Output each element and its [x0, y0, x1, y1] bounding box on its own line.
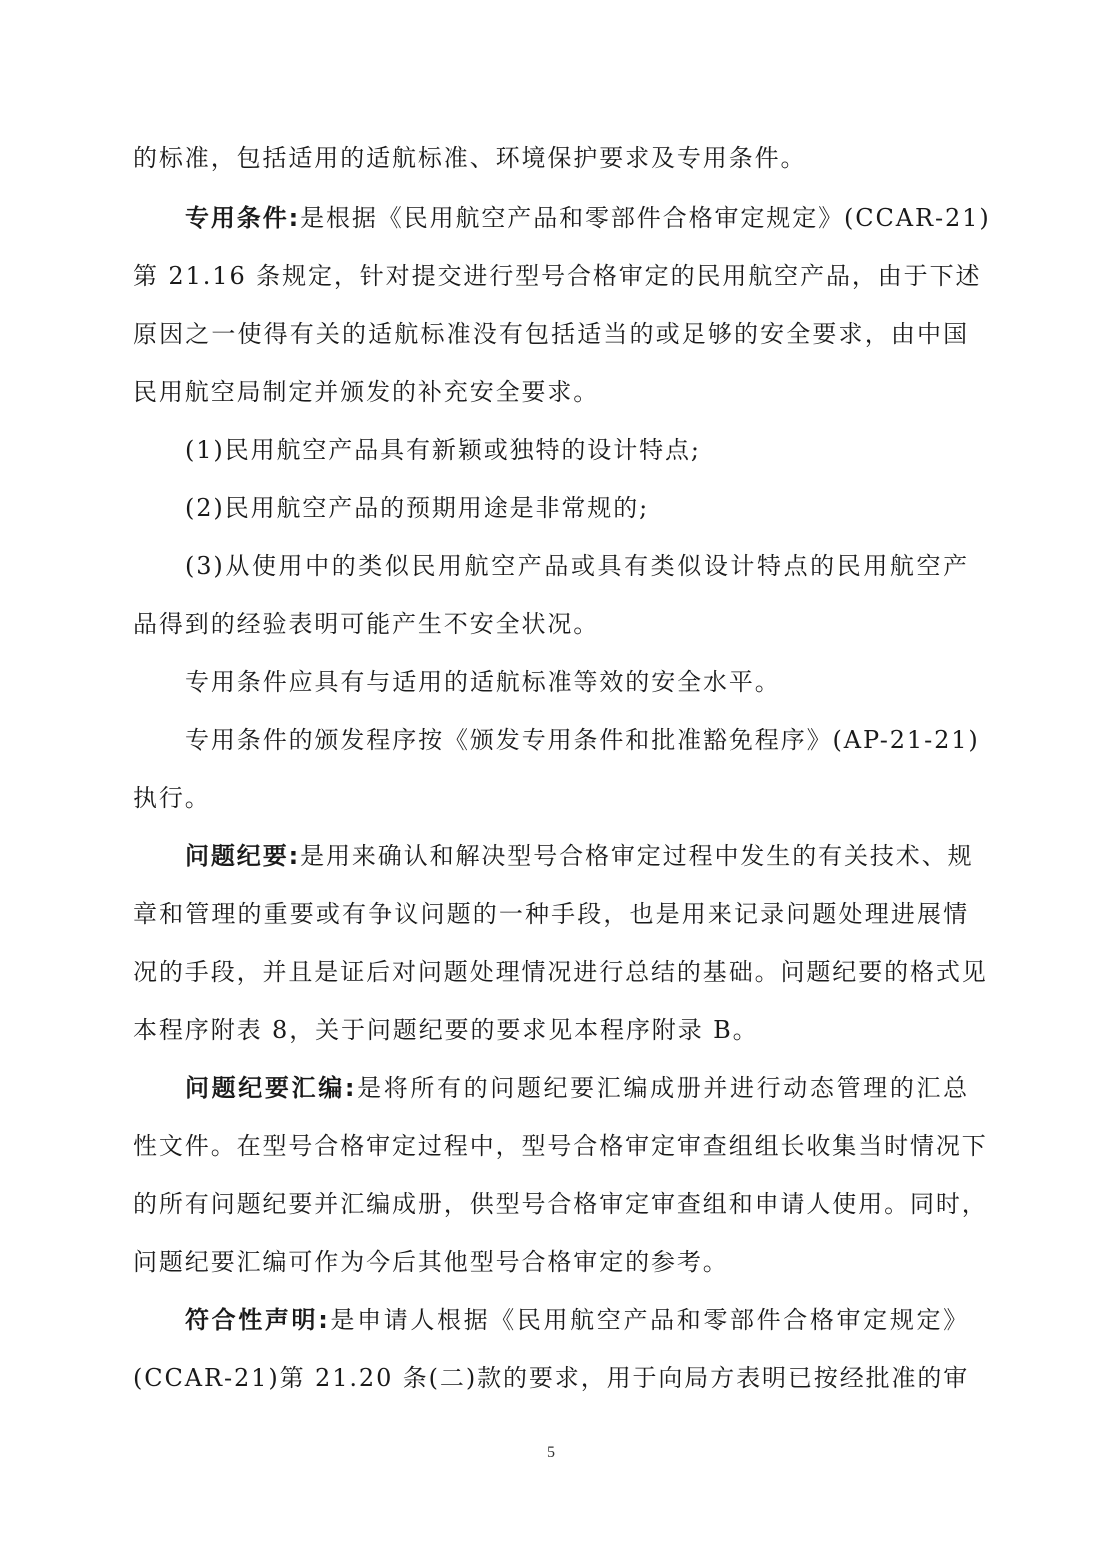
line-text: 执行。 — [133, 784, 211, 812]
line-text: 章和管理的重要或有争议问题的一种手段，也是用来记录问题处理进展情 — [133, 900, 969, 928]
paragraph-line — [185, 723, 980, 757]
paragraph-line — [185, 665, 969, 699]
term-issue-paper: 问题纪要: — [185, 842, 301, 870]
line-text: 本程序附表 8，关于问题纪要的要求见本程序附录 B。 — [133, 1016, 759, 1044]
list-item — [185, 433, 969, 467]
paragraph-line — [133, 955, 988, 989]
definition-line-special-conditions — [185, 201, 991, 235]
line-text: 性文件。在型号合格审定过程中，型号合格审定审查组组长收集当时情况下 — [133, 1132, 988, 1160]
line-text: 问题纪要汇编可作为今后其他型号合格审定的参考。 — [133, 1248, 729, 1276]
line-text: 况的手段，并且是证后对问题处理情况进行总结的基础。问题纪要的格式见 — [133, 958, 988, 986]
line-text: (2)民用航空产品的预期用途是非常规的; — [185, 494, 650, 522]
list-item — [185, 549, 969, 583]
page-number: 5 — [547, 1444, 555, 1461]
line-text: 原因之一使得有关的适航标准没有包括适当的或足够的安全要求，由中国 — [133, 320, 969, 348]
line-text: (1)民用航空产品具有新颖或独特的设计特点; — [185, 436, 701, 464]
line-text: (CCAR-21)第 21.20 条(二)款的要求，用于向局方表明已按经批准的审 — [133, 1364, 970, 1392]
line-text: 品得到的经验表明可能产生不安全状况。 — [133, 610, 600, 638]
line-text: 专用条件应具有与适用的适航标准等效的安全水平。 — [185, 668, 781, 696]
definition-line-issue-book — [185, 1071, 969, 1105]
line-text: 是用来确认和解决型号合格审定过程中发生的有关技术、规 — [300, 842, 974, 870]
line-text: 是将所有的问题纪要汇编成册并进行动态管理的汇总 — [356, 1074, 969, 1102]
list-item — [185, 491, 969, 525]
definition-line-issue-paper — [185, 839, 974, 873]
term-statement-of-compliance: 符合性声明: — [185, 1306, 330, 1334]
line-text: 的所有问题纪要并汇编成册，供型号合格审定审查组和申请人使用。同时， — [133, 1190, 988, 1218]
term-special-conditions: 专用条件: — [185, 204, 301, 232]
paragraph-line — [133, 607, 969, 641]
line-text: 专用条件的颁发程序按《颁发专用条件和批准豁免程序》(AP-21-21) — [185, 726, 980, 754]
paragraph-line — [133, 897, 969, 931]
paragraph-line — [133, 317, 969, 351]
paragraph-line — [133, 259, 982, 293]
line-text: 的标准，包括适用的适航标准、环境保护要求及专用条件。 — [133, 144, 807, 172]
paragraph-line — [133, 1187, 988, 1221]
paragraph-line — [133, 1245, 969, 1279]
paragraph-line — [133, 375, 969, 409]
paragraph-line — [133, 141, 969, 175]
line-text: 是申请人根据《民用航空产品和零部件合格审定规定》 — [329, 1306, 969, 1334]
line-text: (3)从使用中的类似民用航空产品或具有类似设计特点的民用航空产 — [185, 552, 969, 580]
paragraph-line — [133, 1129, 988, 1163]
term-issue-book: 问题纪要汇编: — [185, 1074, 357, 1102]
paragraph-line — [133, 1013, 969, 1047]
line-text: 是根据《民用航空产品和零部件合格审定规定》(CCAR-21) — [300, 204, 991, 232]
line-text: 第 21.16 条规定，针对提交进行型号合格审定的民用航空产品，由于下述 — [133, 262, 982, 290]
paragraph-line — [133, 781, 969, 815]
definition-line-statement-of-compliance — [185, 1303, 969, 1337]
paragraph-line — [133, 1361, 969, 1395]
line-text: 民用航空局制定并颁发的补充安全要求。 — [133, 378, 600, 406]
